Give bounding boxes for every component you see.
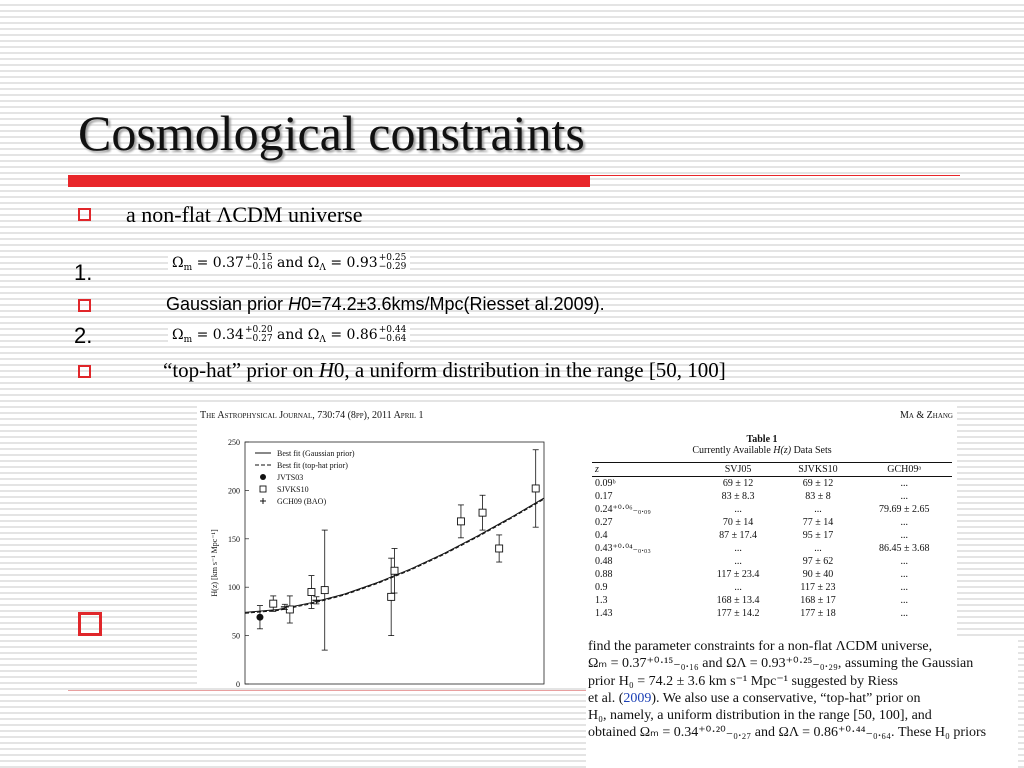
y-tick-label: 50	[232, 631, 240, 641]
title-underline-red	[68, 175, 590, 187]
bullet-square-icon	[78, 299, 91, 312]
table-header-cell: SVJ05	[724, 464, 752, 475]
table-cell: 1.43	[595, 608, 613, 619]
paper-excerpt	[586, 638, 1018, 768]
y-tick-label: 0	[236, 680, 240, 689]
table-row	[592, 555, 952, 568]
y-tick-label: 100	[228, 583, 240, 593]
table-cell: ...	[900, 517, 908, 528]
table-cell: ...	[900, 556, 908, 567]
table-cell: ...	[814, 543, 822, 554]
citation-link[interactable]: 2009	[623, 690, 652, 706]
table-cell: 1.3	[595, 595, 608, 606]
y-tick-label: 200	[228, 486, 240, 496]
table-cell: ...	[734, 582, 742, 593]
number-2: 2.	[74, 323, 93, 348]
slide-title: Cosmological constraints	[78, 105, 585, 161]
table-cell: ...	[900, 478, 908, 489]
table-row	[592, 594, 952, 607]
table-cell: 0.43⁺⁰·⁰⁴₋₀.₀₃	[595, 543, 651, 554]
table-cell: 117 ± 23	[800, 582, 836, 593]
table-header-cell: GCH09ᵃ	[887, 464, 922, 475]
table-row	[592, 542, 952, 555]
table-cell: 83 ± 8.3	[721, 491, 755, 502]
author-header: Ma & Zhang	[899, 410, 953, 421]
table-cell: 86.45 ± 3.68	[878, 543, 930, 554]
table-cell: ...	[814, 504, 822, 515]
legend-label: JVTS03	[277, 473, 304, 482]
table-cell: 0.09ᵇ	[595, 478, 616, 489]
point-sjvks10	[270, 600, 277, 607]
table-cell: 0.17	[595, 491, 613, 502]
table-cell: 0.27	[595, 517, 613, 528]
legend-label: Best fit (top-hat prior)	[277, 461, 348, 470]
point-sjvks10	[457, 518, 464, 525]
table	[592, 462, 952, 620]
table-cell: 0.9	[595, 582, 608, 593]
y-axis-label: H(z) [km s⁻¹ Mpc⁻¹]	[210, 529, 219, 597]
excerpt-line: Ωₘ = 0.37⁺⁰·¹⁵₋₀.₁₆ and ΩΛ = 0.93⁺⁰·²⁵₋₀.₂₉, assuming the Gaussian	[588, 656, 974, 672]
bullet-square-icon	[78, 365, 91, 378]
table-row	[592, 477, 952, 491]
table-cell: 97 ± 62	[802, 556, 834, 567]
bullet-square-large-icon	[78, 612, 102, 636]
legend-swatch-square	[260, 486, 266, 492]
table-cell: 117 ± 23.4	[716, 569, 760, 580]
point-sjvks10	[496, 545, 503, 552]
excerpt-line: et al. (2009). We also use a conservative, “top-hat” prior on	[588, 690, 921, 706]
hz-chart	[197, 428, 557, 690]
bullet-gaussian-prior: Gaussian prior H0=74.2±3.6kms/Mpc(Riesset al.2009).	[166, 294, 605, 314]
table-cell: 168 ± 13.4	[716, 595, 760, 606]
legend-swatch-circle	[260, 474, 266, 480]
table-caption: Currently Available H(z) Data Sets	[692, 445, 832, 456]
table-row	[592, 607, 952, 620]
number-1: 1.	[74, 260, 93, 285]
table-cell: ...	[900, 582, 908, 593]
table-cell: 77 ± 14	[802, 517, 834, 528]
table-cell: ...	[734, 556, 742, 567]
table-row	[592, 568, 952, 581]
journal-header: The Astrophysical Journal, 730:74 (8pp), 2011 April 1	[200, 410, 424, 421]
table-cell: 69 ± 12	[722, 478, 754, 489]
point-sjvks10	[388, 593, 395, 600]
table-cell: 79.69 ± 2.65	[878, 504, 930, 515]
title-underline-thin	[590, 175, 960, 176]
table-cell: 70 ± 14	[722, 517, 754, 528]
table-cell: 177 ± 14.2	[716, 608, 760, 619]
table-cell: ...	[900, 491, 908, 502]
table-row	[592, 529, 952, 542]
point-jvts03	[256, 614, 263, 621]
point-sjvks10	[321, 587, 328, 594]
excerpt-line: H₀, namely, a uniform distribution in the range [50, 100], and	[588, 708, 932, 724]
table-cell: 90 ± 40	[802, 569, 834, 580]
table-title: Table 1	[746, 434, 778, 445]
table-cell: ...	[900, 530, 908, 541]
excerpt-line: prior H₀ = 74.2 ± 3.6 km s⁻¹ Mpc⁻¹ suggested by Riess	[588, 673, 899, 689]
table-row	[592, 490, 952, 503]
point-sjvks10	[391, 567, 398, 574]
y-tick-label: 250	[228, 438, 240, 447]
legend-label: GCH09 (BAO)	[277, 497, 327, 506]
point-sjvks10	[479, 509, 486, 516]
table-cell: 95 ± 17	[802, 530, 834, 541]
table-cell: 0.48	[595, 556, 613, 567]
table-cell: 0.88	[595, 569, 613, 580]
equation-2: $\Omega_m = 0.34+0.20$ −0.27 and $\Omega_\Lambda = 0.86+0.44$ −0.64	[168, 325, 410, 346]
point-sjvks10	[308, 589, 315, 596]
table-cell: 69 ± 12	[802, 478, 834, 489]
table-cell: ...	[900, 595, 908, 606]
table-cell: ...	[734, 543, 742, 554]
table-cell: 83 ± 8	[805, 491, 831, 502]
table-row	[592, 516, 952, 529]
table-cell: ...	[900, 569, 908, 580]
table-header-cell: z	[595, 464, 599, 475]
table-cell: 0.24⁺⁰·⁰⁶₋₀.₀₉	[595, 504, 651, 515]
table-row	[592, 581, 952, 594]
point-sjvks10	[532, 485, 539, 492]
hz-data-table	[592, 434, 957, 620]
table-cell: ...	[900, 608, 908, 619]
table-row	[592, 503, 952, 516]
equation-1: $\Omega_m = 0.37+0.15$ −0.16 and $\Omega_\Lambda = 0.93+0.25$ −0.29	[168, 253, 410, 274]
table-cell: ...	[734, 504, 742, 515]
legend-label: Best fit (Gaussian prior)	[277, 449, 355, 458]
table-header-cell: SJVKS10	[798, 464, 838, 475]
bullet-square-icon	[78, 208, 91, 221]
bullet-nonflat-lcdm: a non-flat ΛCDM universe	[126, 202, 363, 227]
table-cell: 0.4	[595, 530, 608, 541]
table-cell: 168 ± 17	[800, 595, 836, 606]
excerpt-line: obtained Ωₘ = 0.34⁺⁰·²⁰₋₀.₂₇ and ΩΛ = 0.86⁺⁰·⁴⁴₋₀.₆₄. These H₀ priors	[588, 725, 987, 741]
table-cell: 177 ± 18	[800, 608, 836, 619]
y-tick-label: 150	[228, 534, 240, 544]
table-cell: 87 ± 17.4	[719, 530, 758, 541]
excerpt-line: find the parameter constraints for a non-flat ΛCDM universe,	[588, 639, 933, 654]
legend-label: SJVKS10	[277, 485, 309, 494]
bullet-tophat-prior: “top-hat” prior on H0, a uniform distribution in the range [50, 100]	[163, 358, 726, 382]
